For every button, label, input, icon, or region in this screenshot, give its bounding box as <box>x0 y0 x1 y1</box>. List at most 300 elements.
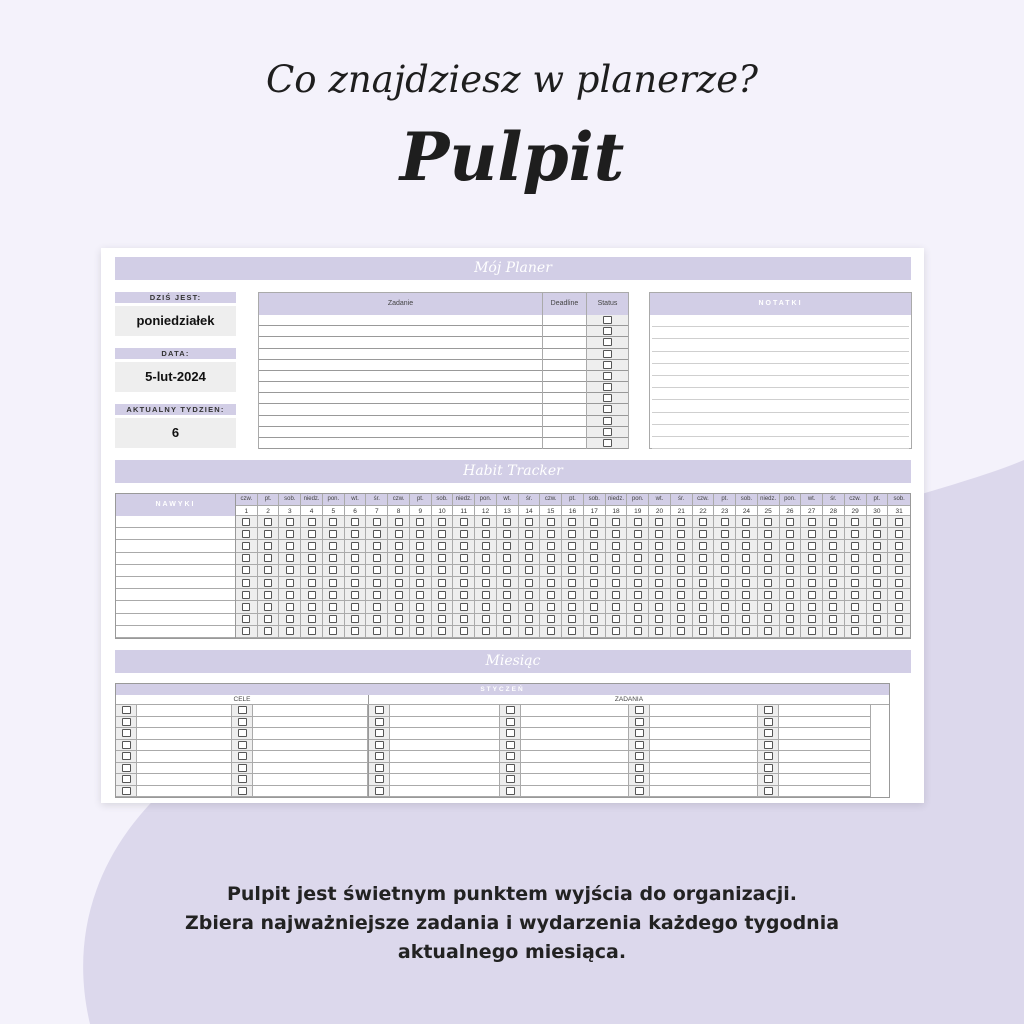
checkbox[interactable] <box>634 518 642 526</box>
month-task-text-cell[interactable] <box>390 763 499 775</box>
month-task-text-cell[interactable] <box>650 717 757 729</box>
checkbox[interactable] <box>308 530 316 538</box>
checkbox[interactable] <box>895 615 903 623</box>
checkbox[interactable] <box>460 566 468 574</box>
checkbox[interactable] <box>122 718 131 726</box>
checkbox[interactable] <box>547 542 555 550</box>
goal-text-cell[interactable] <box>137 763 231 775</box>
checkbox[interactable] <box>590 554 598 562</box>
checkbox[interactable] <box>590 627 598 635</box>
checkbox[interactable] <box>699 615 707 623</box>
checkbox[interactable] <box>460 591 468 599</box>
checkbox[interactable] <box>590 542 598 550</box>
checkbox[interactable] <box>655 627 663 635</box>
month-task-text-cell[interactable] <box>390 728 499 740</box>
checkbox[interactable] <box>677 518 685 526</box>
checkbox[interactable] <box>286 591 294 599</box>
habit-name-cell[interactable] <box>116 614 235 626</box>
checkbox[interactable] <box>742 603 750 611</box>
checkbox[interactable] <box>764 752 773 760</box>
checkbox[interactable] <box>603 394 612 402</box>
checkbox[interactable] <box>503 566 511 574</box>
task-cell[interactable] <box>259 427 542 438</box>
checkbox[interactable] <box>286 566 294 574</box>
checkbox[interactable] <box>547 554 555 562</box>
checkbox[interactable] <box>506 741 515 749</box>
task-cell[interactable] <box>259 371 542 382</box>
month-task-text-cell[interactable] <box>779 763 870 775</box>
checkbox[interactable] <box>482 554 490 562</box>
checkbox[interactable] <box>721 554 729 562</box>
checkbox[interactable] <box>603 350 612 358</box>
checkbox[interactable] <box>851 518 859 526</box>
checkbox[interactable] <box>568 627 576 635</box>
checkbox[interactable] <box>808 530 816 538</box>
checkbox[interactable] <box>308 579 316 587</box>
checkbox[interactable] <box>786 615 794 623</box>
task-cell[interactable] <box>259 337 542 348</box>
checkbox[interactable] <box>590 530 598 538</box>
checkbox[interactable] <box>308 603 316 611</box>
checkbox[interactable] <box>373 566 381 574</box>
task-cell[interactable] <box>259 349 542 360</box>
task-cell[interactable] <box>259 315 542 326</box>
deadline-cell[interactable] <box>543 349 586 360</box>
checkbox[interactable] <box>829 615 837 623</box>
month-task-text-cell[interactable] <box>650 728 757 740</box>
checkbox[interactable] <box>721 615 729 623</box>
checkbox[interactable] <box>547 530 555 538</box>
checkbox[interactable] <box>634 591 642 599</box>
checkbox[interactable] <box>655 603 663 611</box>
checkbox[interactable] <box>416 627 424 635</box>
month-task-text-cell[interactable] <box>650 786 757 798</box>
checkbox[interactable] <box>851 579 859 587</box>
checkbox[interactable] <box>286 518 294 526</box>
deadline-cell[interactable] <box>543 404 586 415</box>
checkbox[interactable] <box>808 591 816 599</box>
checkbox[interactable] <box>786 530 794 538</box>
checkbox[interactable] <box>482 615 490 623</box>
checkbox[interactable] <box>635 706 644 714</box>
checkbox[interactable] <box>525 530 533 538</box>
checkbox[interactable] <box>764 787 773 795</box>
checkbox[interactable] <box>373 518 381 526</box>
checkbox[interactable] <box>568 542 576 550</box>
checkbox[interactable] <box>238 741 247 749</box>
checkbox[interactable] <box>699 554 707 562</box>
checkbox[interactable] <box>506 706 515 714</box>
checkbox[interactable] <box>655 566 663 574</box>
checkbox[interactable] <box>603 327 612 335</box>
month-task-text-cell[interactable] <box>521 763 628 775</box>
checkbox[interactable] <box>395 603 403 611</box>
checkbox[interactable] <box>460 579 468 587</box>
checkbox[interactable] <box>721 542 729 550</box>
checkbox[interactable] <box>808 518 816 526</box>
checkbox[interactable] <box>286 530 294 538</box>
checkbox[interactable] <box>238 775 247 783</box>
checkbox[interactable] <box>395 579 403 587</box>
month-task-text-cell[interactable] <box>390 717 499 729</box>
checkbox[interactable] <box>612 530 620 538</box>
month-task-text-cell[interactable] <box>521 786 628 798</box>
checkbox[interactable] <box>873 627 881 635</box>
checkbox[interactable] <box>525 603 533 611</box>
checkbox[interactable] <box>786 554 794 562</box>
checkbox[interactable] <box>395 591 403 599</box>
checkbox[interactable] <box>808 627 816 635</box>
checkbox[interactable] <box>122 741 131 749</box>
checkbox[interactable] <box>238 764 247 772</box>
checkbox[interactable] <box>655 591 663 599</box>
checkbox[interactable] <box>786 518 794 526</box>
checkbox[interactable] <box>873 603 881 611</box>
checkbox[interactable] <box>503 591 511 599</box>
checkbox[interactable] <box>742 566 750 574</box>
month-task-text-cell[interactable] <box>390 705 499 717</box>
checkbox[interactable] <box>742 579 750 587</box>
checkbox[interactable] <box>438 554 446 562</box>
task-cell[interactable] <box>259 360 542 371</box>
checkbox[interactable] <box>242 591 250 599</box>
checkbox[interactable] <box>568 518 576 526</box>
checkbox[interactable] <box>525 542 533 550</box>
checkbox[interactable] <box>873 518 881 526</box>
checkbox[interactable] <box>460 615 468 623</box>
checkbox[interactable] <box>721 566 729 574</box>
checkbox[interactable] <box>764 554 772 562</box>
checkbox[interactable] <box>329 554 337 562</box>
checkbox[interactable] <box>238 706 247 714</box>
checkbox[interactable] <box>460 530 468 538</box>
checkbox[interactable] <box>286 554 294 562</box>
checkbox[interactable] <box>742 554 750 562</box>
checkbox[interactable] <box>308 554 316 562</box>
deadline-cell[interactable] <box>543 326 586 337</box>
checkbox[interactable] <box>308 627 316 635</box>
checkbox[interactable] <box>764 706 773 714</box>
checkbox[interactable] <box>264 530 272 538</box>
checkbox[interactable] <box>873 579 881 587</box>
checkbox[interactable] <box>655 579 663 587</box>
checkbox[interactable] <box>525 615 533 623</box>
checkbox[interactable] <box>742 591 750 599</box>
checkbox[interactable] <box>851 554 859 562</box>
checkbox[interactable] <box>547 615 555 623</box>
checkbox[interactable] <box>373 603 381 611</box>
month-task-text-cell[interactable] <box>779 728 870 740</box>
checkbox[interactable] <box>764 718 773 726</box>
checkbox[interactable] <box>635 775 644 783</box>
checkbox[interactable] <box>122 775 131 783</box>
checkbox[interactable] <box>438 615 446 623</box>
checkbox[interactable] <box>655 615 663 623</box>
checkbox[interactable] <box>699 591 707 599</box>
checkbox[interactable] <box>829 518 837 526</box>
checkbox[interactable] <box>808 542 816 550</box>
checkbox[interactable] <box>829 591 837 599</box>
checkbox[interactable] <box>655 518 663 526</box>
checkbox[interactable] <box>568 579 576 587</box>
habit-name-cell[interactable] <box>116 626 235 638</box>
checkbox[interactable] <box>482 542 490 550</box>
checkbox[interactable] <box>506 752 515 760</box>
checkbox[interactable] <box>525 518 533 526</box>
checkbox[interactable] <box>851 542 859 550</box>
checkbox[interactable] <box>634 627 642 635</box>
checkbox[interactable] <box>547 627 555 635</box>
checkbox[interactable] <box>603 439 612 447</box>
checkbox[interactable] <box>895 603 903 611</box>
checkbox[interactable] <box>590 603 598 611</box>
checkbox[interactable] <box>416 554 424 562</box>
checkbox[interactable] <box>634 530 642 538</box>
task-cell[interactable] <box>259 404 542 415</box>
checkbox[interactable] <box>503 530 511 538</box>
checkbox[interactable] <box>677 542 685 550</box>
checkbox[interactable] <box>503 615 511 623</box>
checkbox[interactable] <box>264 566 272 574</box>
checkbox[interactable] <box>829 542 837 550</box>
checkbox[interactable] <box>351 530 359 538</box>
goal-text-cell[interactable] <box>137 717 231 729</box>
checkbox[interactable] <box>764 530 772 538</box>
goal-text-cell[interactable] <box>253 786 367 798</box>
checkbox[interactable] <box>590 518 598 526</box>
checkbox[interactable] <box>238 718 247 726</box>
checkbox[interactable] <box>603 361 612 369</box>
checkbox[interactable] <box>238 787 247 795</box>
checkbox[interactable] <box>329 566 337 574</box>
habit-name-cell[interactable] <box>116 601 235 613</box>
month-task-text-cell[interactable] <box>779 705 870 717</box>
checkbox[interactable] <box>742 627 750 635</box>
checkbox[interactable] <box>808 615 816 623</box>
checkbox[interactable] <box>612 591 620 599</box>
checkbox[interactable] <box>764 775 773 783</box>
checkbox[interactable] <box>603 383 612 391</box>
checkbox[interactable] <box>634 542 642 550</box>
month-task-text-cell[interactable] <box>650 740 757 752</box>
checkbox[interactable] <box>122 706 131 714</box>
checkbox[interactable] <box>764 615 772 623</box>
month-task-text-cell[interactable] <box>521 751 628 763</box>
checkbox[interactable] <box>351 615 359 623</box>
checkbox[interactable] <box>122 764 131 772</box>
checkbox[interactable] <box>808 579 816 587</box>
checkbox[interactable] <box>764 579 772 587</box>
checkbox[interactable] <box>699 579 707 587</box>
checkbox[interactable] <box>373 554 381 562</box>
checkbox[interactable] <box>242 566 250 574</box>
checkbox[interactable] <box>503 603 511 611</box>
checkbox[interactable] <box>612 566 620 574</box>
checkbox[interactable] <box>438 579 446 587</box>
checkbox[interactable] <box>460 554 468 562</box>
checkbox[interactable] <box>603 428 612 436</box>
checkbox[interactable] <box>851 566 859 574</box>
checkbox[interactable] <box>895 591 903 599</box>
month-task-text-cell[interactable] <box>521 717 628 729</box>
goal-text-cell[interactable] <box>253 751 367 763</box>
date-value[interactable]: 5-lut-2024 <box>115 362 236 392</box>
checkbox[interactable] <box>375 729 384 737</box>
goal-text-cell[interactable] <box>253 705 367 717</box>
checkbox[interactable] <box>329 518 337 526</box>
checkbox[interactable] <box>242 603 250 611</box>
checkbox[interactable] <box>438 591 446 599</box>
checkbox[interactable] <box>851 627 859 635</box>
goal-text-cell[interactable] <box>253 717 367 729</box>
checkbox[interactable] <box>375 718 384 726</box>
checkbox[interactable] <box>851 530 859 538</box>
checkbox[interactable] <box>829 627 837 635</box>
checkbox[interactable] <box>264 627 272 635</box>
month-task-text-cell[interactable] <box>521 740 628 752</box>
month-task-text-cell[interactable] <box>390 740 499 752</box>
checkbox[interactable] <box>764 741 773 749</box>
goal-text-cell[interactable] <box>253 774 367 786</box>
checkbox[interactable] <box>351 627 359 635</box>
checkbox[interactable] <box>460 542 468 550</box>
checkbox[interactable] <box>482 603 490 611</box>
checkbox[interactable] <box>873 615 881 623</box>
checkbox[interactable] <box>635 764 644 772</box>
checkbox[interactable] <box>634 566 642 574</box>
checkbox[interactable] <box>764 518 772 526</box>
deadline-cell[interactable] <box>543 371 586 382</box>
checkbox[interactable] <box>264 518 272 526</box>
checkbox[interactable] <box>547 518 555 526</box>
checkbox[interactable] <box>438 518 446 526</box>
checkbox[interactable] <box>590 615 598 623</box>
habit-name-cell[interactable] <box>116 577 235 589</box>
checkbox[interactable] <box>264 603 272 611</box>
checkbox[interactable] <box>721 627 729 635</box>
habit-name-cell[interactable] <box>116 540 235 552</box>
checkbox[interactable] <box>482 591 490 599</box>
checkbox[interactable] <box>873 530 881 538</box>
checkbox[interactable] <box>351 566 359 574</box>
checkbox[interactable] <box>329 615 337 623</box>
checkbox[interactable] <box>395 566 403 574</box>
checkbox[interactable] <box>503 542 511 550</box>
checkbox[interactable] <box>373 579 381 587</box>
checkbox[interactable] <box>612 579 620 587</box>
checkbox[interactable] <box>612 603 620 611</box>
checkbox[interactable] <box>721 530 729 538</box>
checkbox[interactable] <box>808 566 816 574</box>
checkbox[interactable] <box>895 518 903 526</box>
goal-text-cell[interactable] <box>137 705 231 717</box>
checkbox[interactable] <box>603 417 612 425</box>
checkbox[interactable] <box>786 591 794 599</box>
checkbox[interactable] <box>568 554 576 562</box>
checkbox[interactable] <box>895 627 903 635</box>
goal-text-cell[interactable] <box>137 786 231 798</box>
month-task-text-cell[interactable] <box>521 774 628 786</box>
checkbox[interactable] <box>851 615 859 623</box>
checkbox[interactable] <box>655 542 663 550</box>
checkbox[interactable] <box>677 530 685 538</box>
checkbox[interactable] <box>525 627 533 635</box>
deadline-cell[interactable] <box>543 315 586 326</box>
checkbox[interactable] <box>635 718 644 726</box>
checkbox[interactable] <box>568 591 576 599</box>
checkbox[interactable] <box>329 603 337 611</box>
checkbox[interactable] <box>808 554 816 562</box>
checkbox[interactable] <box>590 591 598 599</box>
checkbox[interactable] <box>873 566 881 574</box>
checkbox[interactable] <box>612 554 620 562</box>
checkbox[interactable] <box>677 615 685 623</box>
checkbox[interactable] <box>829 566 837 574</box>
checkbox[interactable] <box>721 518 729 526</box>
checkbox[interactable] <box>373 627 381 635</box>
month-task-text-cell[interactable] <box>390 774 499 786</box>
month-task-text-cell[interactable] <box>779 751 870 763</box>
deadline-cell[interactable] <box>543 360 586 371</box>
month-task-text-cell[interactable] <box>650 774 757 786</box>
checkbox[interactable] <box>482 627 490 635</box>
checkbox[interactable] <box>786 542 794 550</box>
checkbox[interactable] <box>895 554 903 562</box>
deadline-cell[interactable] <box>543 337 586 348</box>
checkbox[interactable] <box>242 530 250 538</box>
habit-name-cell[interactable] <box>116 516 235 528</box>
checkbox[interactable] <box>873 542 881 550</box>
checkbox[interactable] <box>764 566 772 574</box>
checkbox[interactable] <box>699 603 707 611</box>
checkbox[interactable] <box>603 405 612 413</box>
month-task-text-cell[interactable] <box>779 717 870 729</box>
checkbox[interactable] <box>786 579 794 587</box>
checkbox[interactable] <box>438 530 446 538</box>
checkbox[interactable] <box>829 579 837 587</box>
checkbox[interactable] <box>351 542 359 550</box>
checkbox[interactable] <box>395 554 403 562</box>
checkbox[interactable] <box>438 603 446 611</box>
checkbox[interactable] <box>895 530 903 538</box>
checkbox[interactable] <box>699 518 707 526</box>
checkbox[interactable] <box>416 603 424 611</box>
checkbox[interactable] <box>525 579 533 587</box>
checkbox[interactable] <box>351 603 359 611</box>
checkbox[interactable] <box>416 530 424 538</box>
checkbox[interactable] <box>375 775 384 783</box>
checkbox[interactable] <box>873 591 881 599</box>
checkbox[interactable] <box>373 615 381 623</box>
checkbox[interactable] <box>547 603 555 611</box>
checkbox[interactable] <box>635 787 644 795</box>
month-task-text-cell[interactable] <box>390 786 499 798</box>
checkbox[interactable] <box>525 591 533 599</box>
checkbox[interactable] <box>699 627 707 635</box>
goal-text-cell[interactable] <box>137 751 231 763</box>
checkbox[interactable] <box>351 579 359 587</box>
checkbox[interactable] <box>438 627 446 635</box>
checkbox[interactable] <box>373 530 381 538</box>
checkbox[interactable] <box>568 603 576 611</box>
checkbox[interactable] <box>460 627 468 635</box>
checkbox[interactable] <box>525 566 533 574</box>
checkbox[interactable] <box>635 729 644 737</box>
habit-name-cell[interactable] <box>116 553 235 565</box>
checkbox[interactable] <box>786 627 794 635</box>
checkbox[interactable] <box>375 706 384 714</box>
checkbox[interactable] <box>677 554 685 562</box>
